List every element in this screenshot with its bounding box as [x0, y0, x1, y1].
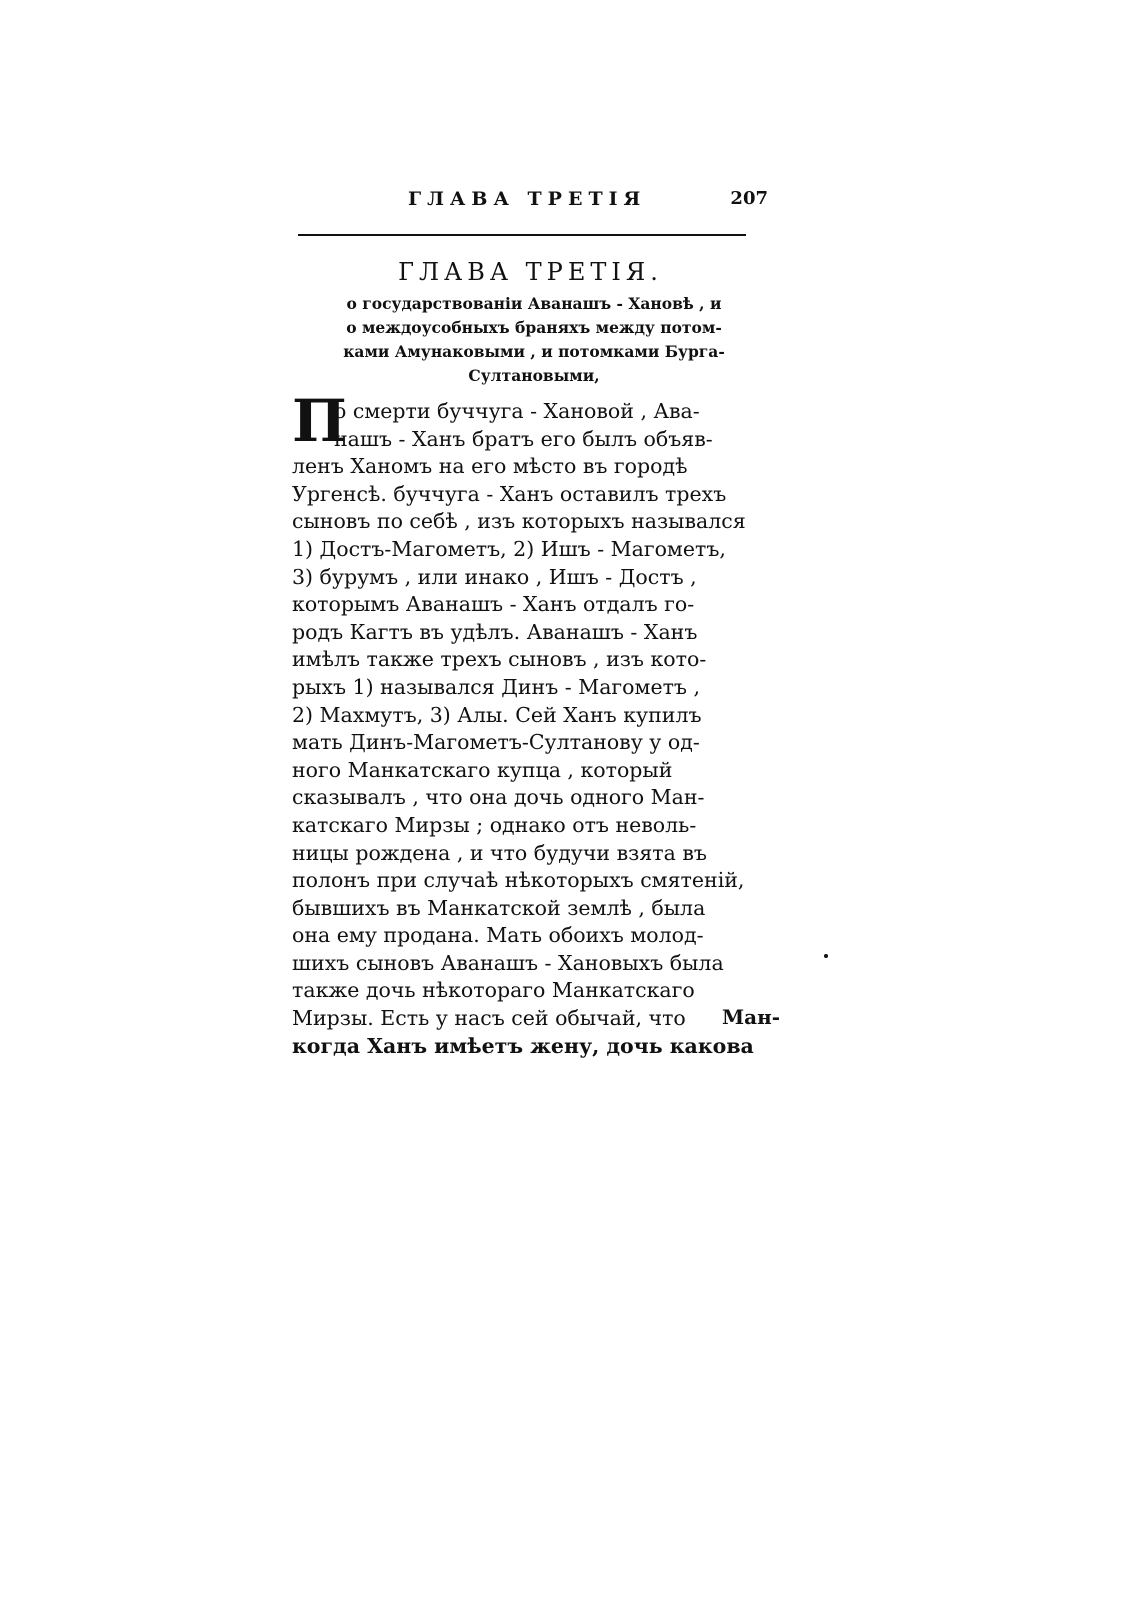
text-line: мать Динъ-Магометъ-Султанову у од-: [292, 730, 700, 755]
text-line: ленъ Ханомъ на его мѣсто въ городѣ: [292, 454, 688, 479]
text-line: бывшихъ въ Манкатской землѣ , была: [292, 895, 706, 920]
text-line: также дочь нѣкотораго Манкатскаго: [292, 978, 695, 1003]
text-line: полонъ при случаѣ нѣкоторыхъ смятеній,: [292, 868, 745, 893]
running-head: [298, 188, 768, 218]
text-line: Мирзы. Есть у насъ сей обычай, что: [292, 1006, 686, 1031]
summary-line: о междоусобныхъ браняхъ между потом-: [346, 318, 722, 337]
drop-cap: П: [292, 387, 347, 455]
text-line: шихъ сыновъ Аванашъ - Хановыхъ была: [292, 950, 724, 975]
chapter-title: ГЛАВА ТРЕТІЯ.: [398, 258, 663, 286]
header-rule: [298, 234, 746, 236]
text-line: ницы рождена , и что будучи взята въ: [292, 840, 707, 865]
summary-line: Султановыми,: [468, 366, 600, 385]
chapter-summary: [300, 292, 768, 388]
text-line: о смерти буччуга - Хановой , Ава-: [334, 399, 700, 423]
text-line: она ему продана. Мать обоихъ молод-: [292, 923, 704, 948]
running-head-title: ГЛАВА ТРЕТІЯ: [408, 188, 647, 210]
text-line: 1) Достъ-Магометъ, 2) Ишъ - Магометъ,: [292, 536, 726, 561]
text-line: которымъ Аванашъ - Ханъ отдалъ го-: [292, 592, 695, 617]
text-line: нашъ - Ханъ братъ его былъ объяв-: [334, 426, 713, 451]
body-text: [292, 387, 792, 1060]
page-number: 207: [730, 188, 768, 209]
ink-speck: [824, 954, 828, 958]
text-line: ного Манкатскаго купца , который: [292, 757, 673, 782]
text-line: катскаго Мирзы ; однако отъ неволь-: [292, 812, 697, 837]
text-line: рыхъ 1) назывался Динъ - Магометъ ,: [292, 674, 700, 699]
text-line: Ургенсѣ. буччуга - Ханъ оставилъ трехъ: [292, 481, 727, 506]
text-line: имѣлъ также трехъ сыновъ , изъ кото-: [292, 647, 707, 672]
text-line: родъ Кагтъ въ удѣлъ. Аванашъ - Ханъ: [292, 619, 698, 644]
text-line: когда Ханъ имѣетъ жену, дочь какова: [292, 1033, 754, 1058]
summary-line: о государствованіи Аванашъ - Хановѣ , и: [346, 294, 722, 313]
summary-line: ками Амунаковыми , и потомками Бурга-: [343, 342, 725, 361]
text-line: сказывалъ , что она дочь одного Ман-: [292, 785, 705, 810]
text-line: 2) Махмутъ, 3) Алы. Сей Ханъ купилъ: [292, 702, 702, 727]
catchword: Ман-: [722, 1005, 781, 1029]
text-line: 3) бурумъ , или инако , Ишъ - Достъ ,: [292, 564, 697, 589]
text-line: сыновъ по себѣ , изъ которыхъ назывался: [292, 509, 746, 534]
